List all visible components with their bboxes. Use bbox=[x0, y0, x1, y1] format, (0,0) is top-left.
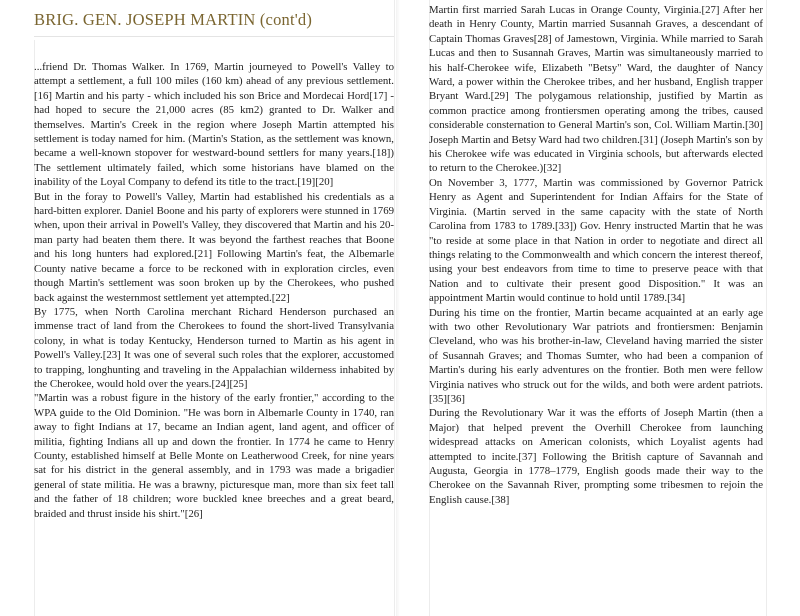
paragraph-powells-valley: ...friend Dr. Thomas Walker. In 1769, Martin journeyed to Powell's Valley to attempt a settlement, a full 100 miles (160 km) ahead of any previous settlement.[16] Martin and his party - which included his son Brice and Mordecai Hord[17] - had hoped to secure the 21,000 acres (85 km2) granted to Dr. Walker and themselves. Martin's Creek in the region where Joseph Martin attempted his settlement is today named for him. (Martin's Station, as the settlement was known, became a well-known stopover for westward-bound settlers for many years.[18]) The settlement ultimately failed, which some historians have blamed on the inability of the Loyal Company to defend its title to the tract.[19][20] bbox=[34, 61, 394, 189]
paragraph-revolutionary-war: During the Revolutionary War it was the efforts of Joseph Martin (then a Major) that helped prevent the Overhill Cherokee from launching widespread attacks on American colonists, which Loyalist agents had attempted to incite.[37] Following the British capture of Savannah and Augusta, Georgia in 1778–1779, English goods made their way to the Cherokee on the Savannah River, prompting some tribesmen to rejoin the English cause.[38] bbox=[429, 407, 763, 506]
left-text-column bbox=[34, 60, 394, 521]
right-page-edge-line bbox=[766, 0, 767, 616]
paragraph-transylvania: By 1775, when North Carolina merchant Richard Henderson purchased an immense tract of land from the Cherokees to found the short-lived Transylvania colony, in what is today Kentucky, Henderson turned to Martin as his agent in Powell's Valley.[23] It was one of several such roles that the explorer, accustomed to trapping, longhunting and traveling in the Appalachian wilderness inhabited by the Cherokee, would hold over the years.[24][25] bbox=[34, 305, 394, 390]
paragraph-explorer-credentials: But in the foray to Powell's Valley, Martin had established his credentials as a hard-bitten explorer. Daniel Boone and his party of explorers were stunned in 1769 when, upon their arrival in Powell's Valley, they discovered that Martin and his 20-man party had beaten them there. It was beyond the farthest reaches that Boone and his long hunters had explored.[21] Following Martin's feat, the Albemarle County native became a force to be reckoned with in exploration circles, even though Martin's settlement was soon broken up by the Cherokees, who pushed back against the westernmost settlement yet attempted.[22] bbox=[34, 190, 394, 304]
paragraph-marriages: Martin first married Sarah Lucas in Orange County, Virginia.[27] After her death in Henry County, Martin married Susannah Graves, a descendant of Captain Thomas Graves[28] of Jamestown, Virginia. While married to Sarah Lucas and then to Susannah Graves, Martin was simultaneously married to his half-Cherokee wife, Elizabeth "Betsy" Ward, the daughter of Nancy Ward, a power within the Cherokee tribes, and her husband, English trapper Bryant Ward.[29] The polygamous relationship, justified by Martin as common practice among frontiersmen operating among the tribes, caused considerable consternation to General Martin's son, Col. William Martin.[30] Joseph Martin and Betsy Ward had two children.[31] (Joseph Martin's son by his Cherokee wife was educated in Virginia schools, but afterwards elected to return to the Cherokee.)[32] bbox=[429, 4, 763, 175]
page-title: BRIG. GEN. JOSEPH MARTIN (cont'd) bbox=[34, 10, 313, 29]
paragraph-cleveland-sumter: During his time on the frontier, Martin became acquainted at an early age with two other Revolutionary War patriots and frontiersmen: Benjamin Cleveland, who was his brother-in-law, Cleveland having married the sister of Susannah Graves; and Thomas Sumter, who had been a companion of Martin's during his early adventures on the frontier. Both men were fellow Virginia natives who struck out for the wilds, and both were ardent patriots.[35][36] bbox=[429, 306, 763, 405]
paragraph-indian-agent-commission: On November 3, 1777, Martin was commissioned by Governor Patrick Henry as Agent and Superintendent for Indian Affairs for the State of Virginia. (Martin served in the same capacity with the state of North Carolina from 1783 to 1789.[33]) Gov. Henry instructed Martin that he was "to reside at some place in that Nation in order to negotiate and direct all things relating to the Commonwealth and which concern the interest thereof, using your best endeavors from time to time to preserve peace with that Nation and to cultivate their present good Disposition." It was an appointment Martin would continue to hold until 1789.[34] bbox=[429, 176, 763, 305]
title-divider bbox=[34, 36, 394, 37]
left-page-edge-line bbox=[394, 0, 395, 616]
right-text-column bbox=[429, 3, 763, 507]
paragraph-wpa-guide-quote: "Martin was a robust figure in the history of the early frontier," according to the WPA guide to the Old Dominion. "He was born in Albemarle County in 1740, ran away to fight Indians at 17, became an Indian agent, land agent, and officer of militia, fighting Indians all up and down the frontier. In 1774 he came to Henry County, established himself at Belle Monte on Leatherwood Creek, for nine years sat for his district in the general assembly, and in 1793 was made a brigadier general of state militia. He was a brawny, picturesque man, more than six feet tall and the father of 18 children; wore buckled knee breeches and a great beard, braided and thrust inside his shirt."[26] bbox=[34, 392, 394, 520]
page-gutter bbox=[396, 0, 400, 616]
